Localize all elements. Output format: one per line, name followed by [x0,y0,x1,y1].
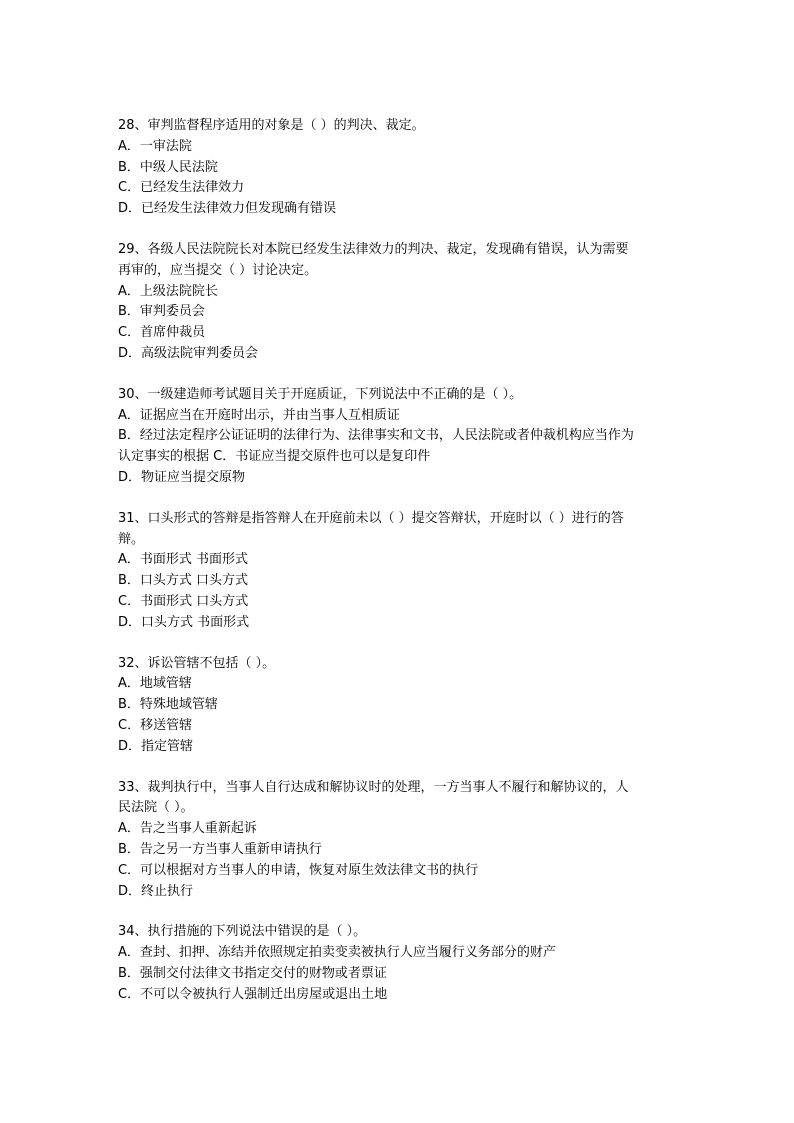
option-a: A．一审法院 [118,138,192,154]
question-32 [118,654,678,758]
question-34 [118,922,678,1005]
question-31 [118,509,678,634]
option-b: B．中级人民法院 [118,159,218,175]
option-d: D．高级法院审判委员会 [118,345,259,361]
option-b: B．口头方式 口头方式 [118,573,249,589]
question-stem-continued: 辩。 [118,531,145,547]
option-a: A．地域管辖 [118,676,192,692]
document-page [118,116,678,1025]
option-c: C．已经发生法律效力 [118,180,245,196]
option-b: B．审判委员会 [118,304,205,320]
question-stem: 33、裁判执行中，当事人自行达成和解协议时的处理，一方当事人不履行和解协议的，人 [118,779,629,795]
option-c: C．不可以令被执行人强制迁出房屋或退出土地 [118,986,388,1002]
option-b: B．经过法定程序公证证明的法律行为、法律事实和文书，人民法院或者仲裁机构应当作为 [118,428,634,444]
option-c: C．书面形式 口头方式 [118,593,249,609]
option-a: A．查封、扣押、冻结并依照规定拍卖变卖被执行人应当履行义务部分的财产 [118,945,556,961]
question-stem: 30、一级建造师考试题目关于开庭质证，下列说法中不正确的是（ ）。 [118,386,523,402]
question-stem: 28、审判监督程序适用的对象是（ ）的判决、裁定。 [118,118,425,133]
option-b: B．告之另一方当事人重新申请执行 [118,841,322,857]
question-stem: 34、执行措施的下列说法中错误的是（ ）。 [118,924,367,940]
option-d: D．已经发生法律效力但发现确有错误 [118,201,337,217]
option-d: D．指定管辖 [118,738,194,754]
question-29 [118,240,678,365]
question-30 [118,385,678,489]
option-a: A．上级法院院长 [118,283,218,299]
question-stem: 29、各级人民法院院长对本院已经发生法律效力的判决、裁定，发现确有错误，认为需要 [118,241,629,257]
option-c: C．移送管辖 [118,717,193,733]
option-d: D．终止执行 [118,883,194,899]
question-stem-continued: 再审的，应当提交（ ）讨论决定。 [118,262,318,278]
option-a: A．告之当事人重新起诉 [118,821,257,837]
question-stem: 32、诉讼管辖不包括（ ）。 [118,655,276,671]
option-d: D．物证应当提交原物 [118,469,246,485]
option-a: A．证据应当在开庭时出示，并由当事人互相质证 [118,407,400,423]
question-33 [118,778,678,903]
option-d: D．口头方式 书面形式 [118,614,250,630]
option-b: B．强制交付法律文书指定交付的财物或者票证 [118,965,387,981]
option-c: C．可以根据对方当事人的申请，恢复对原生效法律文书的执行 [118,862,479,878]
option-b: B．特殊地域管辖 [118,697,218,713]
question-stem-continued: 民法院（ ）。 [118,800,194,816]
question-28 [118,116,678,220]
option-b-continued-option-c: 认定事实的根据 C．书证应当提交原件也可以是复印件 [118,449,431,465]
option-a: A．书面形式 书面形式 [118,552,249,568]
question-stem: 31、口头形式的答辩是指答辩人在开庭前未以（ ）提交答辩状，开庭时以（ ）进行的答 [118,510,624,526]
option-c: C．首席仲裁员 [118,325,206,341]
